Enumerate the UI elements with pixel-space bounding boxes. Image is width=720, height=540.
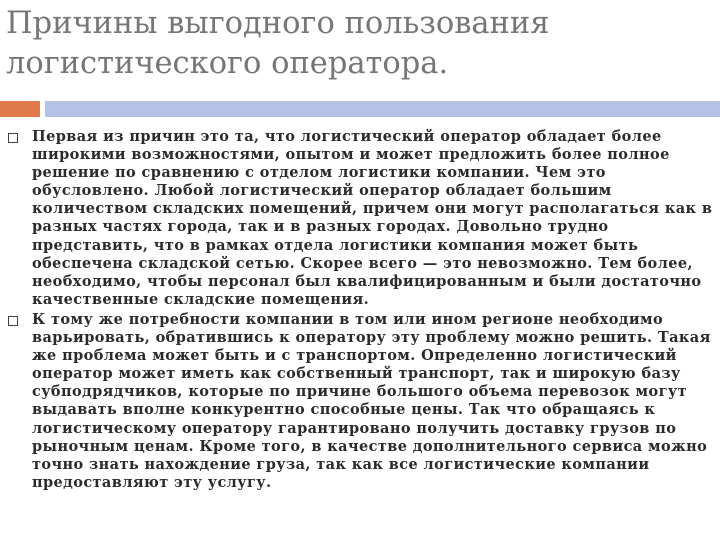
accent-bar-blue <box>45 101 720 117</box>
hollow-square-bullet-icon <box>8 316 18 326</box>
accent-bar-orange <box>0 101 40 117</box>
slide-title-line-2: логистического оператора. <box>6 46 449 81</box>
bullet-item <box>8 128 714 309</box>
slide-title-line-1: Причины выгодного пользования <box>6 6 550 41</box>
bullet-text: Первая из причин это та, что логистический оператор обладает более широкими возможностями, опытом и может предложить более полное решение по сравнению с отделом логистики компании. Чем это обусловлено. Любой логистический оператор обладает большим количеством складских помещений, причем они могут располагаться как в разных частях города, так и в разных городах. Довольно трудно представить, что в рамках отдела логистики компания может быть обеспечена складской сетью. Скорее всего — это невозможно. Тем более, необходимо, чтобы персонал был квалифицированным и были достаточно качественные складские помещения. <box>32 128 713 308</box>
bullet-text: К тому же потребности компании в том или ином регионе необходимо варьировать, обратившись к оператору эту проблему можно решить. Такая же проблема может быть и с транспортом. Определенно логистический оператор может иметь как собственный транспорт, так и широкую базу субподрядчиков, которые по причине большого объема перевозок могут выдавать вполне конкурентно способные цены. Так что обращаясь к логистическому оператору гарантировано получить доставку грузов по рыночным ценам. Кроме того, в качестве дополнительного сервиса можно точно знать нахождение груза, так как все логистические компании предоставляют эту услугу. <box>32 310 711 491</box>
bullet-list <box>8 128 714 494</box>
slide-title <box>6 4 706 84</box>
bullet-item <box>8 311 714 492</box>
hollow-square-bullet-icon <box>8 133 18 143</box>
